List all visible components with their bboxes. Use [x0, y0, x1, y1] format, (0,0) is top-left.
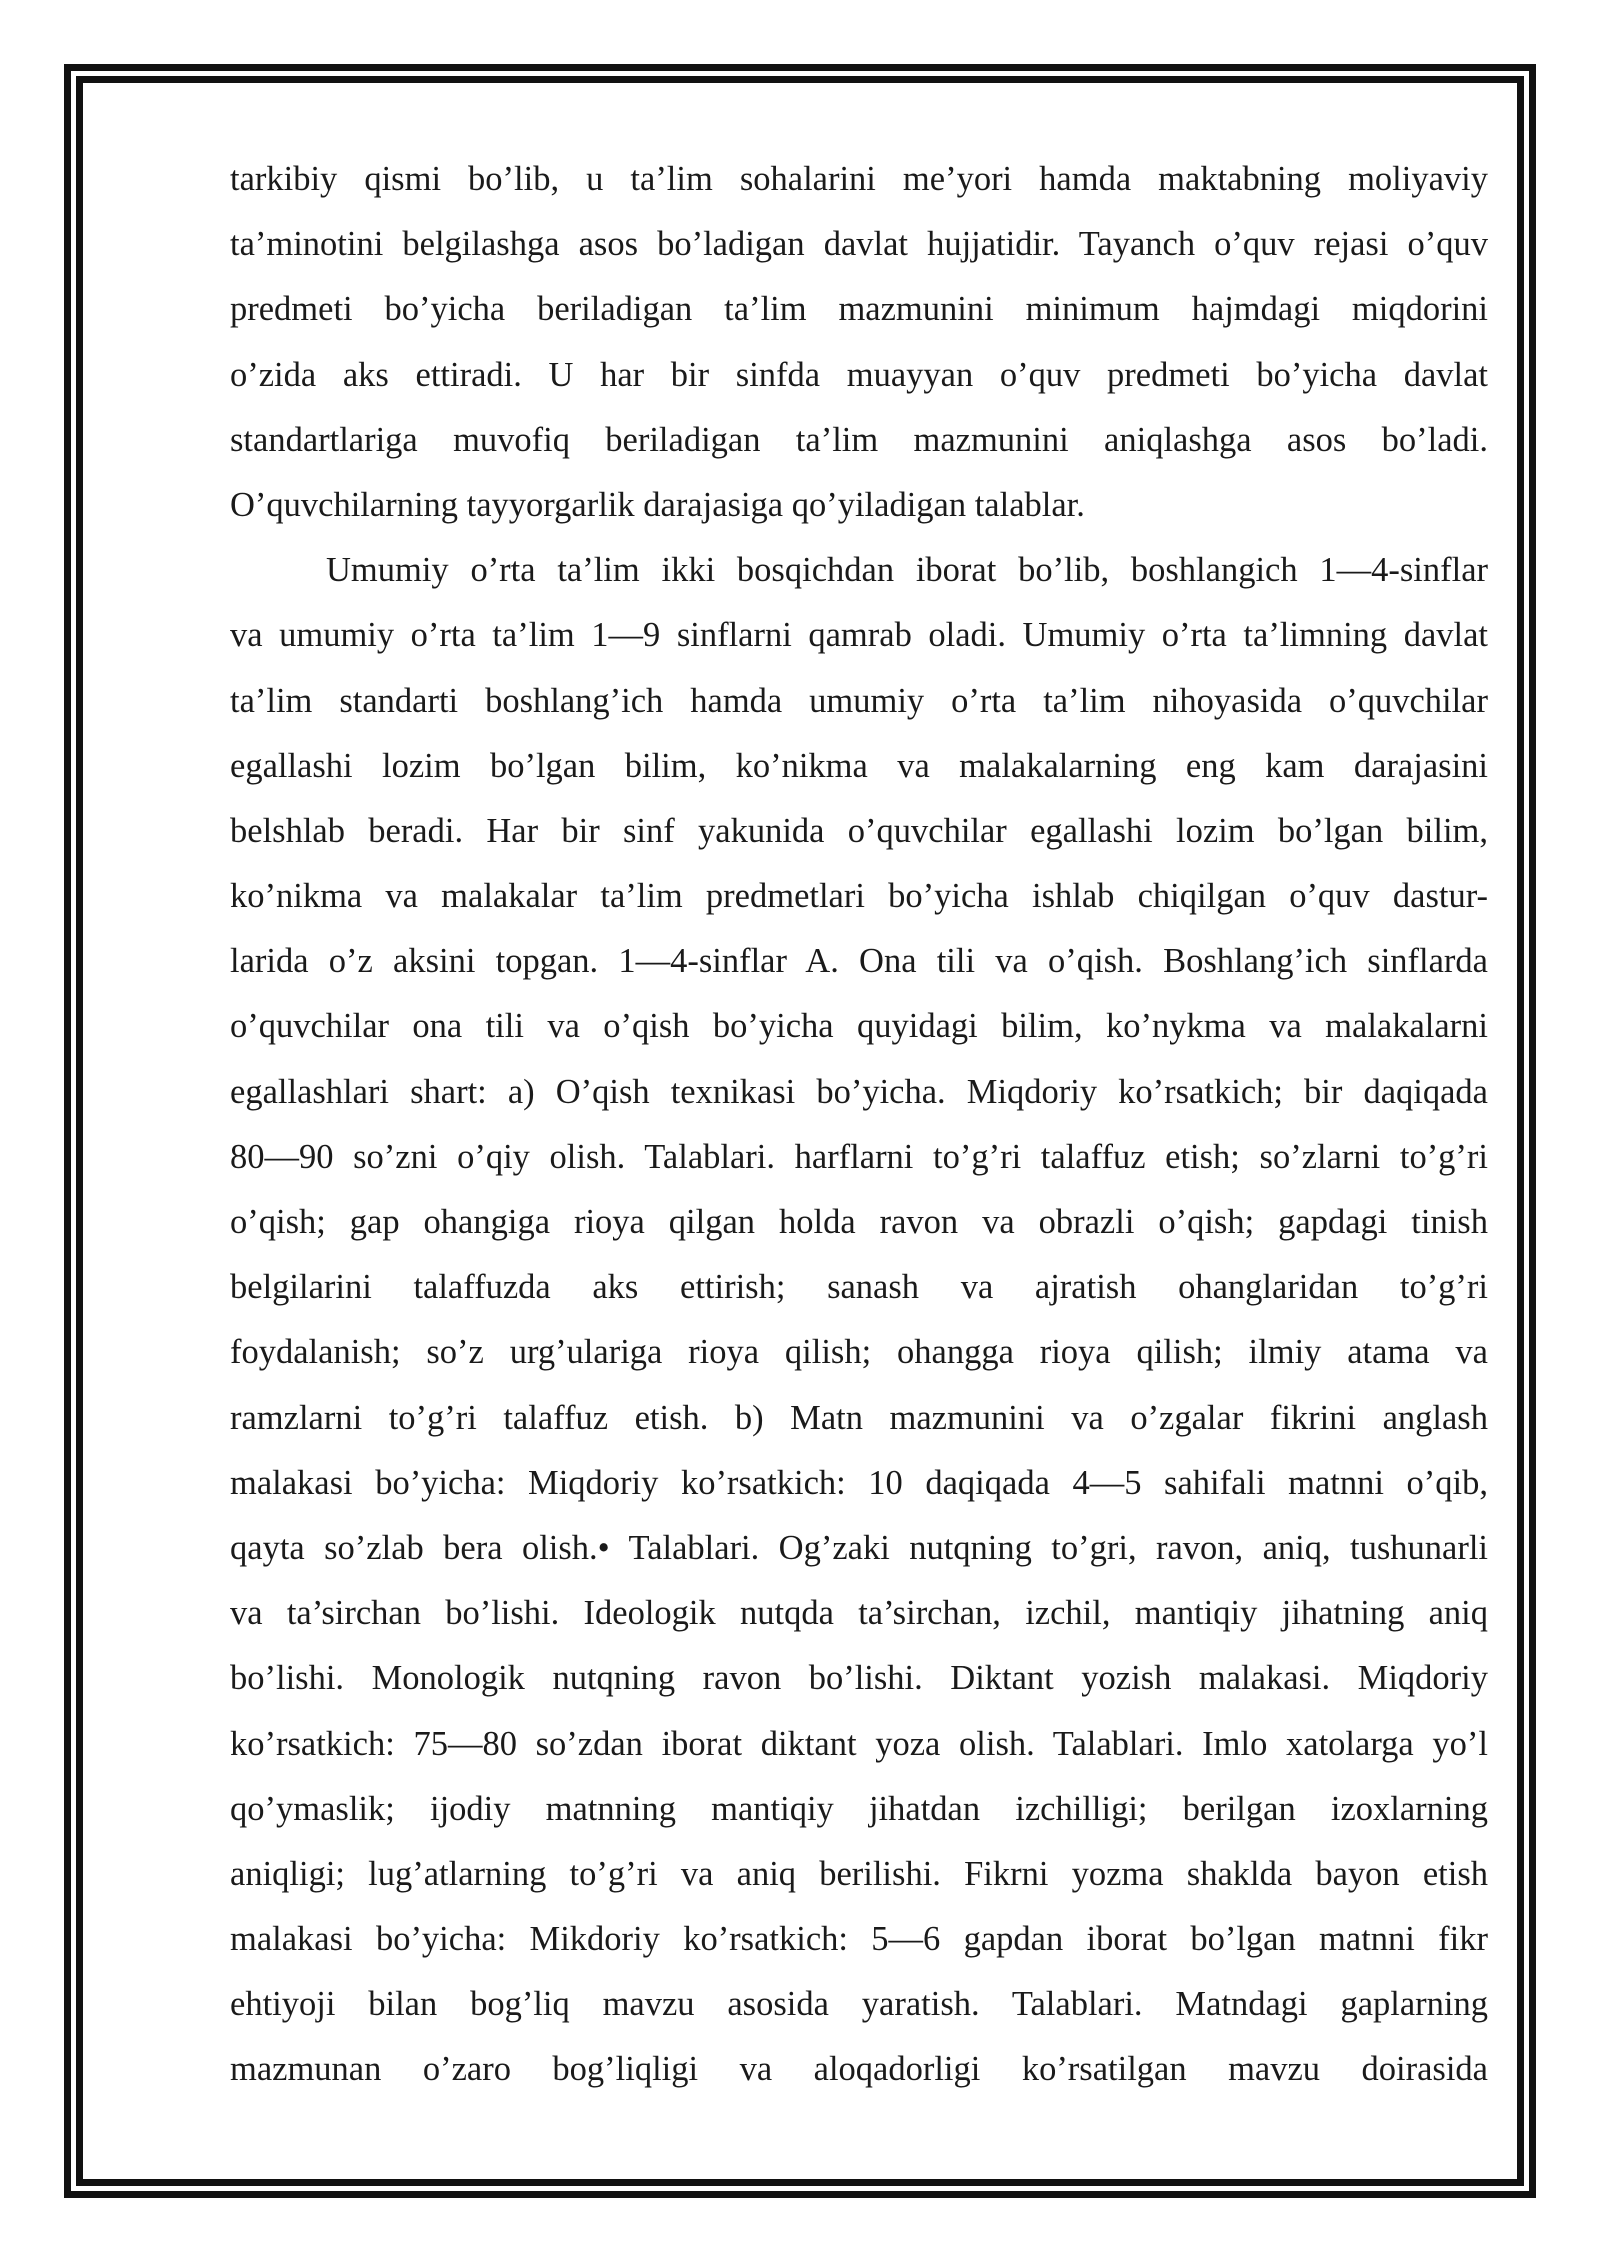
- text-line: mazmunan o’zaro bog’liqligi va aloqadorligi ko’rsatilgan mavzu doirasida: [230, 2050, 1488, 2089]
- text-line: tarkibiy qismi bo’lib, u ta’lim sohalarini me’yori hamda maktabning moliyaviy: [230, 160, 1488, 198]
- page-body: [230, 147, 1488, 2103]
- text-line: ta’lim standarti boshlang’ich hamda umumiy o’rta ta’lim nihoyasida o’quvchilar: [230, 681, 1488, 720]
- text-line: ramzlarni to’g’ri talaffuz etish. b) Matn mazmunini va o’zgalar fikrini anglash: [230, 1398, 1488, 1437]
- text-line: O’quvchilarning tayyorgarlik darajasiga qo’yiladigan talablar.: [230, 485, 1085, 524]
- text-line: larida o’z aksini topgan. 1—4-sinflar A. Ona tili va o’qish. Boshlang’ich sinflarda: [230, 942, 1488, 981]
- text-line: Umumiy o’rta ta’lim ikki bosqichdan iborat bo’lib, boshlangich 1—4-sinflar: [326, 551, 1488, 590]
- text-line: ehtiyoji bilan bog’liq mavzu asosida yaratish. Talablari. Matndagi gaplarning: [230, 1985, 1488, 2024]
- text-line: foydalanish; so’z urg’ulariga rioya qilish; ohangga rioya qilish; ilmiy atama va: [230, 1333, 1488, 1372]
- text-line: 80—90 so’zni o’qiy olish. Talablari. harflarni to’g’ri talaffuz etish; so’zlarni to’g’ri: [230, 1137, 1488, 1176]
- text-line: ko’nikma va malakalar ta’lim predmetlari bo’yicha ishlab chiqilgan o’quv dastur-: [230, 877, 1488, 916]
- text-line: qo’ymaslik; ijodiy matnning mantiqiy jihatdan izchilligi; berilgan izoxlarning: [230, 1789, 1488, 1828]
- text-line: egallashi lozim bo’lgan bilim, ko’nikma va malakalarning eng kam darajasini: [230, 746, 1488, 785]
- text-line: belgilarini talaffuzda aks ettirish; sanash va ajratish ohanglaridan to’g’ri: [230, 1268, 1488, 1307]
- text-line: o’qish; gap ohangiga rioya qilgan holda ravon va obrazli o’qish; gapdagi tinish: [230, 1203, 1488, 1241]
- text-line: bo’lishi. Monologik nutqning ravon bo’lishi. Diktant yozish malakasi. Miqdoriy: [230, 1659, 1488, 1698]
- text-line: o’quvchilar ona tili va o’qish bo’yicha quyidagi bilim, ko’nykma va malakalarni: [230, 1007, 1488, 1046]
- text-line: belshlab beradi. Har bir sinf yakunida o’quvchilar egallashi lozim bo’lgan bilim,: [230, 811, 1488, 850]
- text-line: egallashlari shart: a) O’qish texnikasi bo’yicha. Miqdoriy ko’rsatkich; bir daqiqada: [230, 1072, 1488, 1111]
- paragraph-2: [230, 538, 1488, 2103]
- text-line: qayta so’zlab bera olish.• Talablari. Og’zaki nutqning to’gri, ravon, aniq, tushunarli: [230, 1528, 1488, 1567]
- text-line: standartlariga muvofiq beriladigan ta’lim mazmunini aniqlashga asos bo’ladi.: [230, 420, 1488, 459]
- paragraph-1: [230, 147, 1488, 538]
- text-line: ko’rsatkich: 75—80 so’zdan iborat diktant yoza olish. Talablari. Imlo xatolarga yo’l: [230, 1724, 1488, 1763]
- text-line: va ta’sirchan bo’lishi. Ideologik nutqda ta’sirchan, izchil, mantiqiy jihatning aniq: [230, 1594, 1488, 1633]
- text-line: va umumiy o’rta ta’lim 1—9 sinflarni qamrab oladi. Umumiy o’rta ta’limning davlat: [230, 616, 1488, 655]
- text-line: aniqligi; lug’atlarning to’g’ri va aniq berilishi. Fikrni yozma shaklda bayon etish: [230, 1854, 1488, 1893]
- text-line: ta’minotini belgilashga asos bo’ladigan davlat hujjatidir. Tayanch o’quv rejasi o’quv: [230, 225, 1488, 264]
- text-line: malakasi bo’yicha: Miqdoriy ko’rsatkich: 10 daqiqada 4—5 sahifali matnni o’qib,: [230, 1463, 1488, 1502]
- text-line: malakasi bo’yicha: Mikdoriy ko’rsatkich: 5—6 gapdan iborat bo’lgan matnni fikr: [230, 1920, 1488, 1959]
- text-line: o’zida aks ettiradi. U har bir sinfda muayyan o’quv predmeti bo’yicha davlat: [230, 355, 1488, 394]
- text-line: predmeti bo’yicha beriladigan ta’lim mazmunini minimum hajmdagi miqdorini: [230, 290, 1488, 329]
